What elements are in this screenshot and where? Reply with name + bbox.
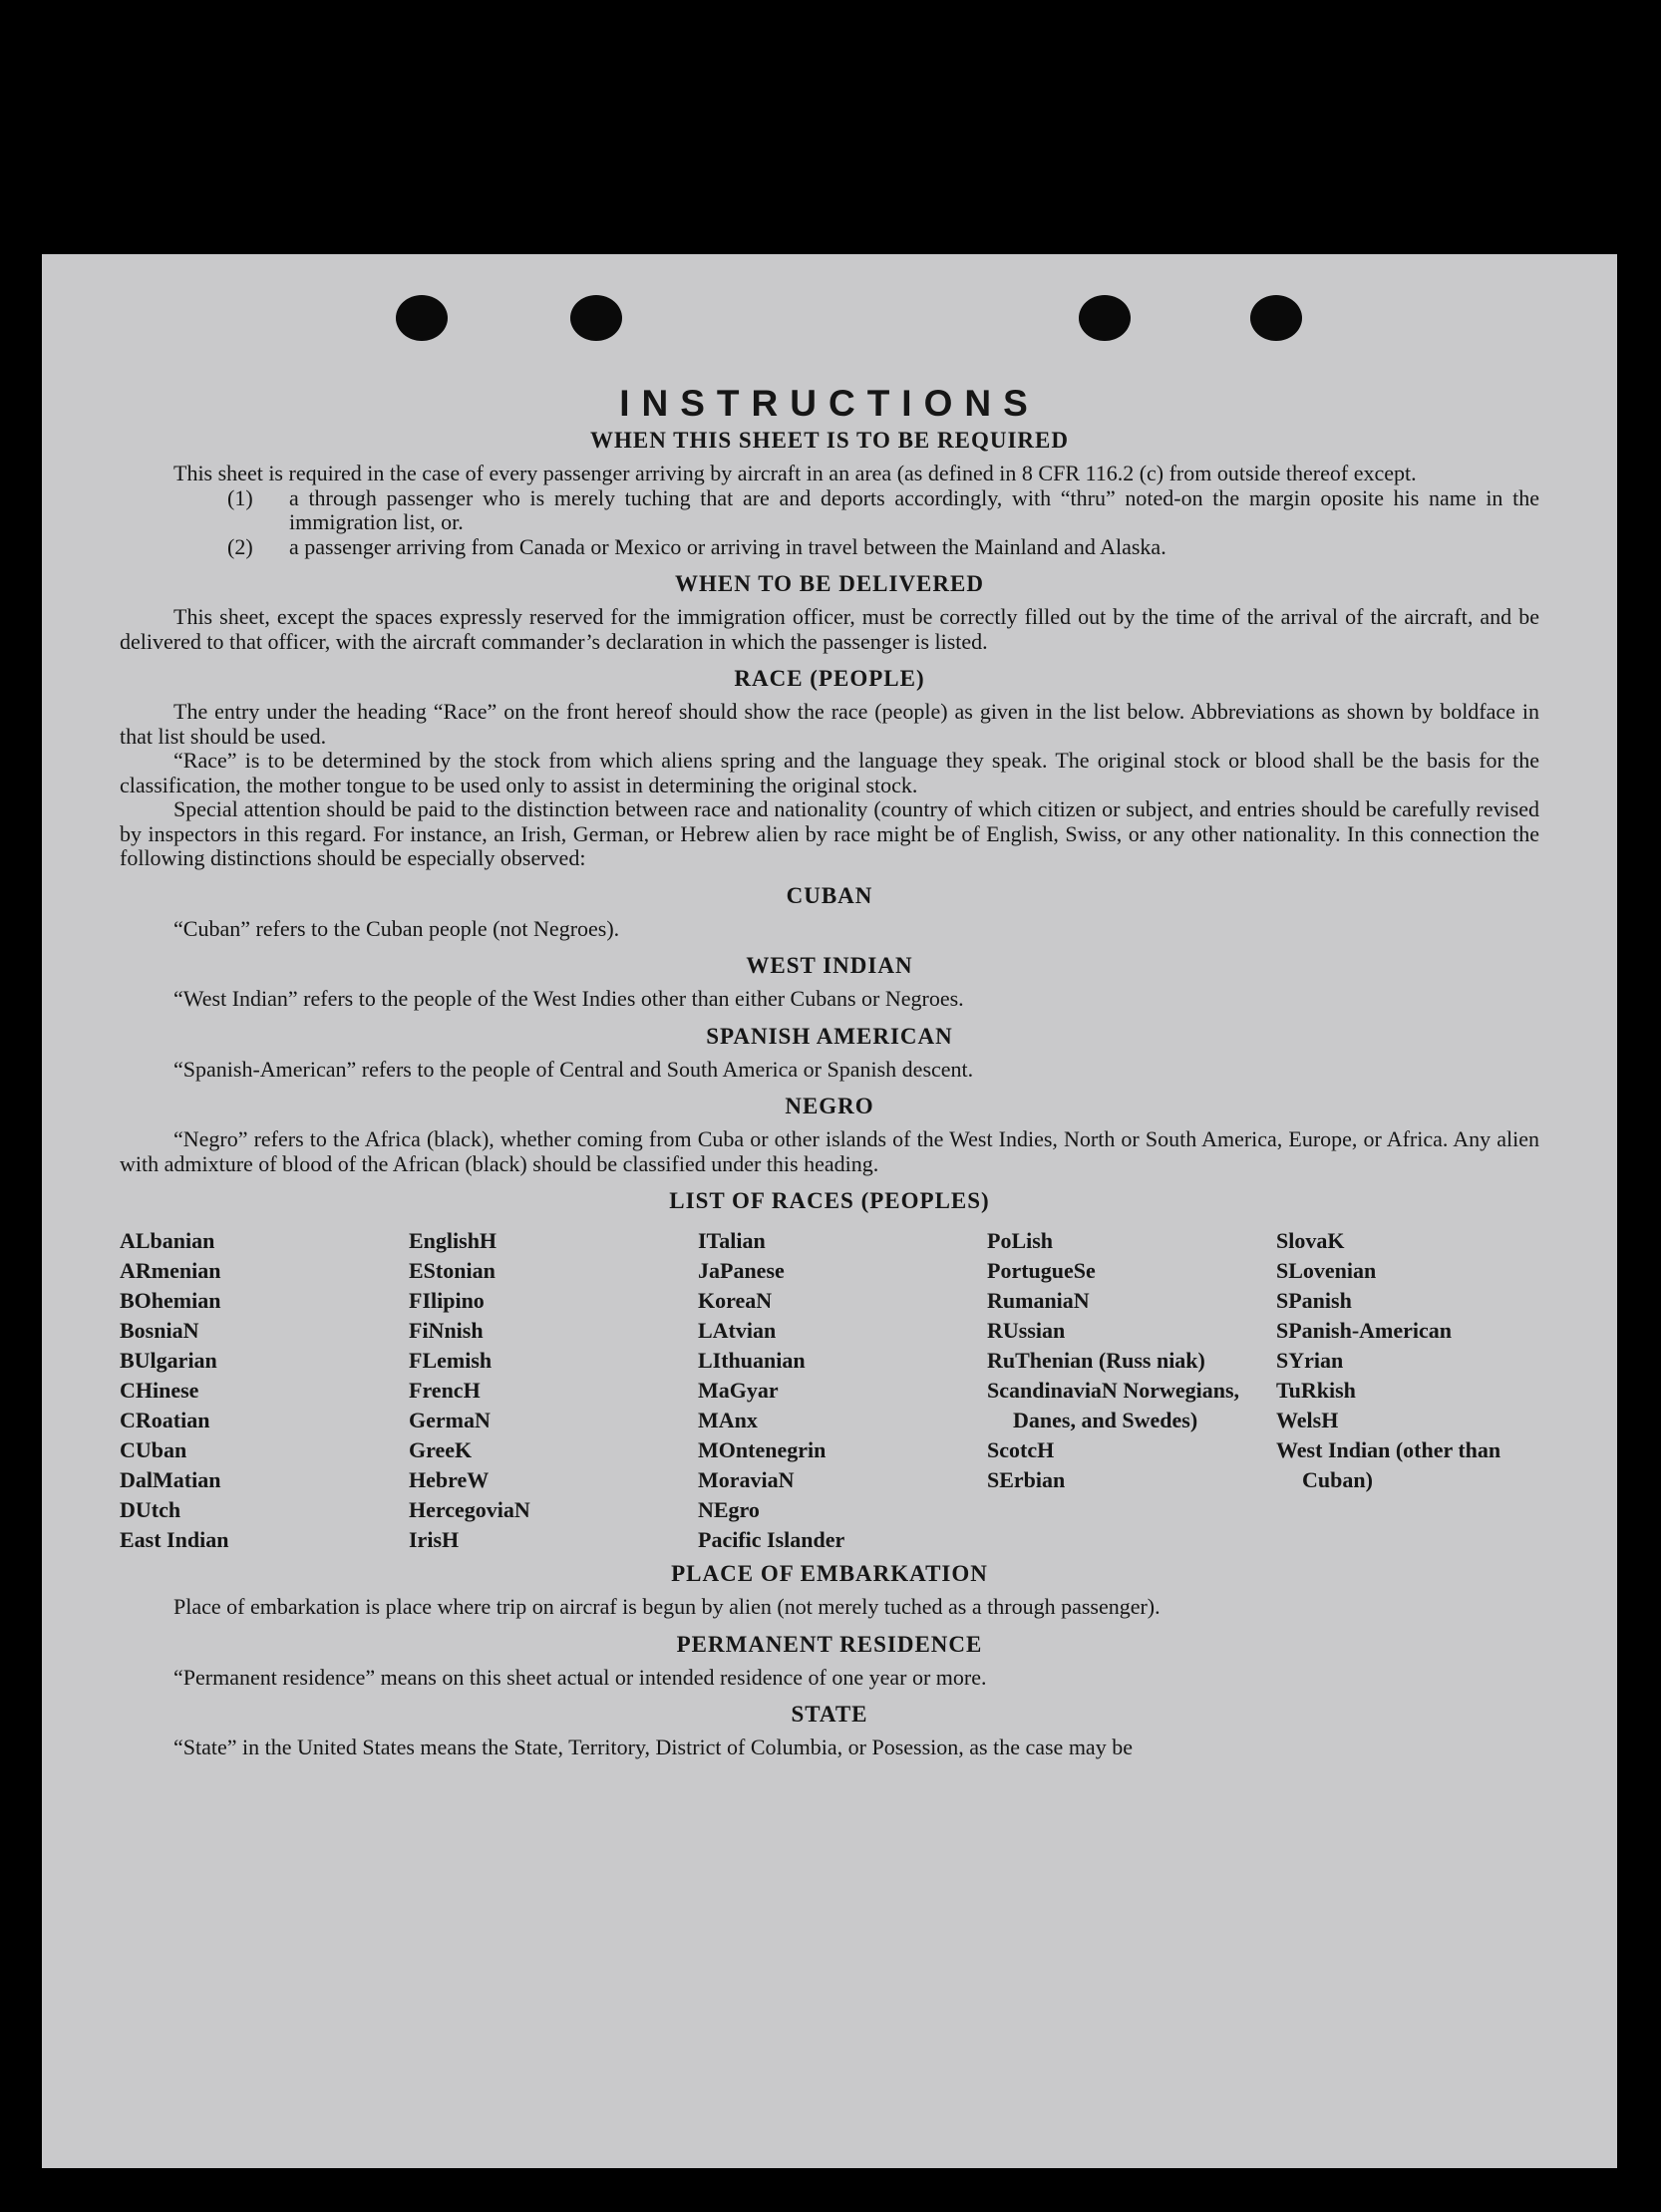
race-column xyxy=(698,1226,987,1555)
race-entry: IrisH xyxy=(409,1527,460,1552)
race-entry: HebreW xyxy=(409,1467,490,1492)
exception-item xyxy=(120,486,1539,535)
delivered-text: This sheet, except the spaces expressly reserved for the immigration officer, must be correctly filled out by the time of the arrival of the aircraft, and be delivered to that officer, with the aircraft commander’s declaration in which the passenger is listed. xyxy=(120,604,1539,654)
heading-required: WHEN THIS SHEET IS TO BE REQUIRED xyxy=(590,428,1069,453)
race-entry: FiNnish xyxy=(409,1318,484,1343)
heading-negro: NEGRO xyxy=(785,1094,874,1118)
negro-text: “Negro” refers to the Africa (black), whether coming from Cuba or other islands of the West Indies, North or South America, Europe, or Africa. Any alien with admixture of blood of the African (black) should be classified under this heading. xyxy=(120,1126,1539,1176)
race-entry: CUban xyxy=(120,1437,187,1462)
exception-text: a passenger arriving from Canada or Mexico or arriving in travel between the Mainland and Alaska. xyxy=(289,533,1166,559)
race-entry: SLovenian xyxy=(1276,1258,1377,1283)
heading-cuban: CUBAN xyxy=(786,882,873,908)
race-entry: SPanish xyxy=(1276,1288,1352,1313)
race-entry: EStonian xyxy=(409,1258,496,1283)
punch-hole xyxy=(396,295,448,341)
race-entry: SErbian xyxy=(987,1467,1066,1492)
west-indian-text: “West Indian” refers to the people of the West Indies other than either Cubans or Negroes. xyxy=(173,986,964,1011)
heading-embarkation: PLACE OF EMBARKATION xyxy=(671,1561,988,1586)
race-entry: FIlipino xyxy=(409,1288,485,1313)
race-entry: HercegoviaN xyxy=(409,1497,530,1522)
race-list xyxy=(120,1226,1539,1555)
exception-number: (2) xyxy=(227,533,253,559)
race-entry: MAnx xyxy=(698,1408,758,1432)
heading-race: RACE (PEOPLE) xyxy=(734,666,925,691)
race-column xyxy=(1276,1226,1565,1555)
race-entry: JaPanese xyxy=(698,1258,785,1283)
exception-text: a through passenger who is merely tuching that are and deports accordingly, with “thru” noted-on the margin oposite his name in the immigration list, or. xyxy=(289,484,1539,534)
race-entry: KoreaN xyxy=(698,1288,773,1313)
race-entry: RumaniaN xyxy=(987,1288,1090,1313)
race-entry: ALbanian xyxy=(120,1228,215,1253)
race-entry: ARmenian xyxy=(120,1258,221,1283)
race-entry: SPanish-American xyxy=(1276,1318,1452,1343)
race-entry: SlovaK xyxy=(1276,1228,1345,1253)
race-entry: CHinese xyxy=(120,1378,199,1403)
spanish-american-text: “Spanish-American” refers to the people of Central and South America or Spanish descent. xyxy=(173,1056,974,1082)
race-entry: East Indian xyxy=(120,1527,229,1552)
race-entry: TuRkish xyxy=(1276,1378,1356,1403)
state-text: “State” in the United States means the State, Territory, District of Columbia, or Posession, as the case may be xyxy=(173,1735,1133,1759)
race-entry: WelsH xyxy=(1276,1408,1339,1432)
race-column xyxy=(120,1226,409,1555)
punch-hole xyxy=(1079,295,1131,341)
required-intro: This sheet is required in the case of every passenger arriving by aircraft in an area (as defined in 8 CFR 116.2 (c) from outside thereof except. xyxy=(173,461,1417,485)
heading-list-of-races: LIST OF RACES (PEOPLES) xyxy=(669,1188,990,1213)
race-entry: LAtvian xyxy=(698,1318,777,1343)
race-entry: GreeK xyxy=(409,1437,473,1462)
race-entry: PortugueSe xyxy=(987,1258,1096,1283)
cuban-text: “Cuban” refers to the Cuban people (not Negroes). xyxy=(173,915,620,941)
race-entry: FLemish xyxy=(409,1348,493,1373)
heading-west-indian: WEST INDIAN xyxy=(746,953,913,978)
race-entry: SYrian xyxy=(1276,1348,1344,1373)
punch-hole xyxy=(1250,295,1302,341)
race-entry: BosniaN xyxy=(120,1318,199,1343)
race-entry: DUtch xyxy=(120,1497,181,1522)
heading-permanent-residence: PERMANENT RESIDENCE xyxy=(676,1631,983,1657)
heading-state: STATE xyxy=(791,1702,868,1727)
race-entry: LIthuanian xyxy=(698,1348,806,1373)
residence-text: “Permanent residence” means on this sheet actual or intended residence of one year or more. xyxy=(173,1664,987,1690)
race-paragraph: The entry under the heading “Race” on the front hereof should show the race (people) as given in the list below. Abbreviations as shown by boldface in that list should be used. xyxy=(120,699,1539,749)
exception-item xyxy=(120,535,1539,560)
race-entry: MOntenegrin xyxy=(698,1437,827,1462)
race-entry: RUssian xyxy=(987,1318,1066,1343)
race-entry: MaGyar xyxy=(698,1378,779,1403)
race-column xyxy=(987,1226,1276,1555)
race-entry: PoLish xyxy=(987,1228,1054,1253)
race-entry: DalMatian xyxy=(120,1467,221,1492)
race-column xyxy=(409,1226,698,1555)
race-entry: GermaN xyxy=(409,1408,491,1432)
race-entry: ScandinaviaN Norwegians, Danes, and Swedes) xyxy=(987,1378,1240,1432)
instruction-sheet xyxy=(42,254,1617,2168)
race-entry: FrencH xyxy=(409,1378,481,1403)
punch-hole xyxy=(570,295,622,341)
page-title: INSTRUCTIONS xyxy=(619,383,1040,424)
race-paragraph: “Race” is to be determined by the stock from which aliens spring and the language they speak. The original stock or blood shall be the basis for the classification, the mother tongue to be used only to assist in determining the original stock. xyxy=(120,748,1539,797)
heading-spanish-american: SPANISH AMERICAN xyxy=(706,1023,953,1049)
race-entry: CRoatian xyxy=(120,1408,210,1432)
race-entry: BOhemian xyxy=(120,1288,221,1313)
heading-delivered: WHEN TO BE DELIVERED xyxy=(675,571,984,596)
race-entry: West Indian (other than Cuban) xyxy=(1276,1437,1501,1492)
race-entry: EnglishH xyxy=(409,1228,498,1253)
race-entry: Pacific Islander xyxy=(698,1527,845,1552)
exception-number: (1) xyxy=(227,484,253,510)
race-entry: ScotcH xyxy=(987,1437,1055,1462)
race-entry: MoraviaN xyxy=(698,1467,795,1492)
race-entry: RuThenian (Russ niak) xyxy=(987,1348,1205,1373)
race-entry: ITalian xyxy=(698,1228,766,1253)
race-entry: NEgro xyxy=(698,1497,760,1522)
instructions-body xyxy=(120,384,1539,1760)
race-entry: BUlgarian xyxy=(120,1348,217,1373)
embarkation-text: Place of embarkation is place where trip on aircraf is begun by alien (not merely tuched as a through passenger). xyxy=(173,1594,1161,1619)
race-paragraph: Special attention should be paid to the distinction between race and nationality (country of which citizen or subject, and entries should be carefully revised by inspectors in this regard. For instance, an Irish, German, or Hebrew alien by race might be of English, Swiss, or any other nationality. In this connection the following distinctions should be especially observed: xyxy=(120,796,1539,870)
